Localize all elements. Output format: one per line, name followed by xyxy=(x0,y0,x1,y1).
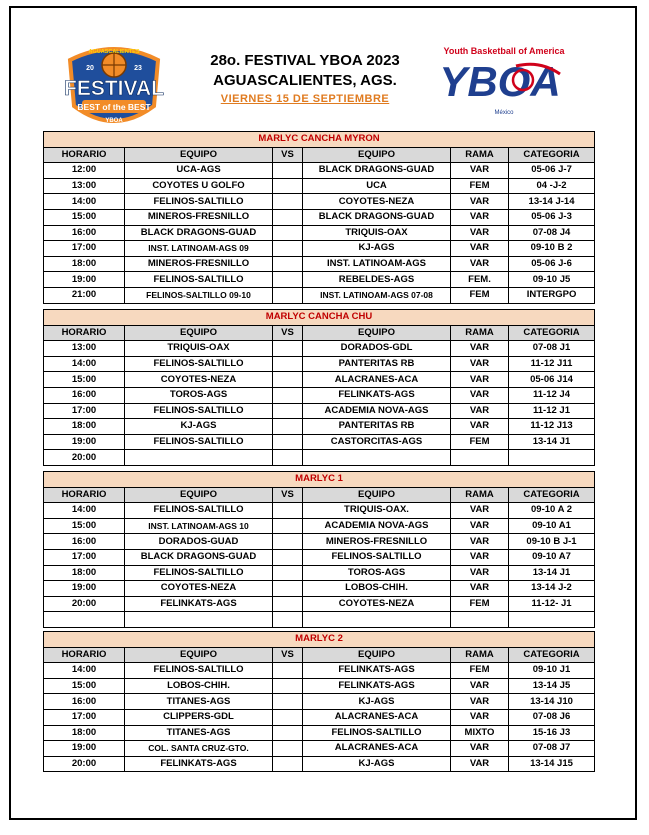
game-row xyxy=(44,272,595,288)
branch-cell: VAR xyxy=(451,678,509,694)
game-row xyxy=(44,612,595,628)
team-a-cell: FELINOS-SALTILLO xyxy=(125,272,273,288)
branch-cell: VAR xyxy=(451,256,509,272)
vs-cell xyxy=(273,450,303,466)
category-cell: 13-14 J-14 xyxy=(509,194,595,210)
team-b-cell: FELINKATS-AGS xyxy=(303,387,451,403)
category-cell: 13-14 J-2 xyxy=(509,581,595,597)
game-row xyxy=(44,356,595,372)
event-date: VIERNES 15 DE SEPTIEMBRE xyxy=(220,93,390,105)
game-row xyxy=(44,565,595,581)
team-a-cell: COL. SANTA CRUZ-GTO. xyxy=(125,741,273,757)
game-row xyxy=(44,434,595,450)
vs-cell xyxy=(273,534,303,550)
game-row xyxy=(44,678,595,694)
team-b-cell: LOBOS-CHIH. xyxy=(303,581,451,597)
team-a-cell: FELINOS-SALTILLO xyxy=(125,356,273,372)
column-header: EQUIPO xyxy=(303,647,451,663)
branch-cell: FEM. xyxy=(451,272,509,288)
team-b-cell: MINEROS-FRESNILLO xyxy=(303,534,451,550)
game-row xyxy=(44,178,595,194)
branch-cell: VAR xyxy=(451,372,509,388)
vs-cell xyxy=(273,518,303,534)
svg-text:20: 20 xyxy=(86,65,94,72)
category-cell: 11-12 J11 xyxy=(509,356,595,372)
team-b-cell xyxy=(303,450,451,466)
time-cell: 19:00 xyxy=(44,741,125,757)
category-cell: 07-08 J4 xyxy=(509,225,595,241)
team-a-cell: FELINOS-SALTILLO xyxy=(125,503,273,519)
branch-cell: VAR xyxy=(451,341,509,357)
vs-cell xyxy=(273,194,303,210)
team-a-cell: INST. LATINOAM-AGS 10 xyxy=(125,518,273,534)
time-cell: 15:00 xyxy=(44,518,125,534)
team-b-cell: CASTORCITAS-AGS xyxy=(303,434,451,450)
vs-cell xyxy=(273,756,303,772)
time-cell: 19:00 xyxy=(44,581,125,597)
game-row xyxy=(44,194,595,210)
time-cell: 20:00 xyxy=(44,596,125,612)
column-header: RAMA xyxy=(451,325,509,341)
section-title: MARLYC 1 xyxy=(44,472,595,488)
team-a-cell: MINEROS-FRESNILLO xyxy=(125,256,273,272)
branch-cell: VAR xyxy=(451,503,509,519)
branch-cell: VAR xyxy=(451,534,509,550)
vs-cell xyxy=(273,725,303,741)
svg-text:YBOA: YBOA xyxy=(439,58,561,105)
team-a-cell: TITANES-AGS xyxy=(125,725,273,741)
time-cell: 12:00 xyxy=(44,163,125,179)
vs-cell xyxy=(273,209,303,225)
team-a-cell: COYOTES-NEZA xyxy=(125,372,273,388)
event-location: AGUASCALIENTES, AGS. xyxy=(213,72,397,89)
vs-cell xyxy=(273,403,303,419)
team-b-cell: FELINOS-SALTILLO xyxy=(303,725,451,741)
team-b-cell: KJ-AGS xyxy=(303,756,451,772)
branch-cell: MIXTO xyxy=(451,725,509,741)
time-cell: 17:00 xyxy=(44,549,125,565)
time-cell: 14:00 xyxy=(44,194,125,210)
team-b-cell: UCA xyxy=(303,178,451,194)
vs-cell xyxy=(273,256,303,272)
team-b-cell: REBELDES-AGS xyxy=(303,272,451,288)
festival-logo xyxy=(60,40,168,132)
team-b-cell: TOROS-AGS xyxy=(303,565,451,581)
branch-cell: VAR xyxy=(451,709,509,725)
branch-cell: VAR xyxy=(451,419,509,435)
team-b-cell: DORADOS-GDL xyxy=(303,341,451,357)
column-header: EQUIPO xyxy=(125,325,273,341)
category-cell: 09-10 A 2 xyxy=(509,503,595,519)
column-header: VS xyxy=(273,325,303,341)
category-cell: 11-12 J13 xyxy=(509,419,595,435)
game-row xyxy=(44,534,595,550)
vs-cell xyxy=(273,678,303,694)
category-cell: 09-10 A7 xyxy=(509,549,595,565)
column-header: CATEGORIA xyxy=(509,325,595,341)
branch-cell: VAR xyxy=(451,403,509,419)
vs-cell xyxy=(273,709,303,725)
time-cell: 14:00 xyxy=(44,503,125,519)
team-b-cell: COYOTES-NEZA xyxy=(303,596,451,612)
time-cell: 18:00 xyxy=(44,256,125,272)
column-header: VS xyxy=(273,487,303,503)
game-row xyxy=(44,209,595,225)
category-cell: 13-14 J5 xyxy=(509,678,595,694)
section-title-row xyxy=(44,132,595,148)
game-row xyxy=(44,419,595,435)
column-header: EQUIPO xyxy=(125,487,273,503)
section-title-row xyxy=(44,632,595,648)
column-header: HORARIO xyxy=(44,487,125,503)
column-header: HORARIO xyxy=(44,325,125,341)
category-cell: 09-10 A1 xyxy=(509,518,595,534)
team-a-cell: LOBOS-CHIH. xyxy=(125,678,273,694)
time-cell: 18:00 xyxy=(44,725,125,741)
branch-cell xyxy=(451,450,509,466)
category-cell: 13-14 J15 xyxy=(509,756,595,772)
section-title: MARLYC CANCHA CHU xyxy=(44,310,595,326)
branch-cell: FEM xyxy=(451,596,509,612)
game-row xyxy=(44,403,595,419)
column-header: CATEGORIA xyxy=(509,147,595,163)
column-header: RAMA xyxy=(451,147,509,163)
time-cell: 20:00 xyxy=(44,450,125,466)
section-title-row xyxy=(44,310,595,326)
game-row xyxy=(44,549,595,565)
vs-cell xyxy=(273,387,303,403)
team-a-cell: FELINKATS-AGS xyxy=(125,596,273,612)
team-a-cell: TRIQUIS-OAX xyxy=(125,341,273,357)
category-cell: 05-06 J-7 xyxy=(509,163,595,179)
team-b-cell: COYOTES-NEZA xyxy=(303,194,451,210)
vs-cell xyxy=(273,341,303,357)
team-a-cell: TITANES-AGS xyxy=(125,694,273,710)
team-b-cell: INST. LATINOAM-AGS xyxy=(303,256,451,272)
branch-cell: VAR xyxy=(451,209,509,225)
category-cell: 13-14 J1 xyxy=(509,434,595,450)
team-b-cell: KJ-AGS xyxy=(303,241,451,257)
time-cell: 15:00 xyxy=(44,209,125,225)
game-row xyxy=(44,709,595,725)
time-cell: 17:00 xyxy=(44,403,125,419)
vs-cell xyxy=(273,612,303,628)
time-cell: 15:00 xyxy=(44,678,125,694)
team-b-cell: FELINKATS-AGS xyxy=(303,663,451,679)
svg-text:FESTIVAL: FESTIVAL xyxy=(64,77,164,100)
vs-cell xyxy=(273,694,303,710)
svg-text:AGUASCALIENTES: AGUASCALIENTES xyxy=(88,49,140,55)
team-a-cell: BLACK DRAGONS-GUAD xyxy=(125,549,273,565)
column-header: EQUIPO xyxy=(303,147,451,163)
schedule-table-chu xyxy=(43,309,595,466)
vs-cell xyxy=(273,372,303,388)
team-a-cell: CLIPPERS-GDL xyxy=(125,709,273,725)
team-b-cell: BLACK DRAGONS-GUAD xyxy=(303,209,451,225)
category-cell: 04 -J-2 xyxy=(509,178,595,194)
team-a-cell: FELINOS-SALTILLO xyxy=(125,403,273,419)
category-cell: 11-12 J1 xyxy=(509,403,595,419)
category-cell: 09-10 B 2 xyxy=(509,241,595,257)
vs-cell xyxy=(273,581,303,597)
category-cell: 11-12 J4 xyxy=(509,387,595,403)
time-cell: 19:00 xyxy=(44,434,125,450)
vs-cell xyxy=(273,503,303,519)
vs-cell xyxy=(273,549,303,565)
time-cell: 16:00 xyxy=(44,387,125,403)
vs-cell xyxy=(273,272,303,288)
category-cell: INTERGPO xyxy=(509,287,595,303)
team-b-cell xyxy=(303,612,451,628)
category-cell: 15-16 J3 xyxy=(509,725,595,741)
branch-cell: VAR xyxy=(451,518,509,534)
branch-cell xyxy=(451,612,509,628)
column-header-row xyxy=(44,325,595,341)
branch-cell: VAR xyxy=(451,741,509,757)
team-b-cell: TRIQUIS-OAX. xyxy=(303,503,451,519)
yboa-logo xyxy=(430,44,578,120)
svg-text:23: 23 xyxy=(134,65,142,72)
schedule-table-myron xyxy=(43,131,595,304)
category-cell: 05-06 J14 xyxy=(509,372,595,388)
branch-cell: FEM xyxy=(451,663,509,679)
team-a-cell: COYOTES-NEZA xyxy=(125,581,273,597)
game-row xyxy=(44,756,595,772)
time-cell: 18:00 xyxy=(44,419,125,435)
vs-cell xyxy=(273,287,303,303)
column-header: EQUIPO xyxy=(303,487,451,503)
team-a-cell: FELINOS-SALTILLO xyxy=(125,194,273,210)
vs-cell xyxy=(273,565,303,581)
team-b-cell: PANTERITAS RB xyxy=(303,419,451,435)
vs-cell xyxy=(273,419,303,435)
team-a-cell: TOROS-AGS xyxy=(125,387,273,403)
game-row xyxy=(44,163,595,179)
time-cell: 19:00 xyxy=(44,272,125,288)
column-header: CATEGORIA xyxy=(509,647,595,663)
game-row xyxy=(44,287,595,303)
column-header: VS xyxy=(273,647,303,663)
time-cell: 14:00 xyxy=(44,356,125,372)
team-a-cell: UCA-AGS xyxy=(125,163,273,179)
category-cell: 11-12- J1 xyxy=(509,596,595,612)
team-a-cell: FELINOS-SALTILLO xyxy=(125,565,273,581)
game-row xyxy=(44,663,595,679)
schedule-table-marlyc1 xyxy=(43,471,595,628)
team-b-cell: BLACK DRAGONS-GUAD xyxy=(303,163,451,179)
column-header: VS xyxy=(273,147,303,163)
game-row xyxy=(44,581,595,597)
time-cell: 16:00 xyxy=(44,534,125,550)
game-row xyxy=(44,694,595,710)
time-cell: 17:00 xyxy=(44,241,125,257)
column-header: EQUIPO xyxy=(125,147,273,163)
time-cell: 15:00 xyxy=(44,372,125,388)
column-header: RAMA xyxy=(451,487,509,503)
column-header: EQUIPO xyxy=(303,325,451,341)
vs-cell xyxy=(273,434,303,450)
team-b-cell: ALACRANES-ACA xyxy=(303,741,451,757)
category-cell: 05-06 J-3 xyxy=(509,209,595,225)
team-b-cell: ACADEMIA NOVA-AGS xyxy=(303,403,451,419)
vs-cell xyxy=(273,663,303,679)
time-cell: 17:00 xyxy=(44,709,125,725)
team-a-cell: DORADOS-GUAD xyxy=(125,534,273,550)
branch-cell: VAR xyxy=(451,194,509,210)
svg-text:Youth Basketball of America: Youth Basketball of America xyxy=(443,46,565,56)
game-row xyxy=(44,387,595,403)
vs-cell xyxy=(273,741,303,757)
branch-cell: VAR xyxy=(451,565,509,581)
game-row xyxy=(44,341,595,357)
category-cell: 07-08 J6 xyxy=(509,709,595,725)
team-b-cell: ALACRANES-ACA xyxy=(303,709,451,725)
category-cell xyxy=(509,612,595,628)
team-b-cell: FELINKATS-AGS xyxy=(303,678,451,694)
team-b-cell: KJ-AGS xyxy=(303,694,451,710)
branch-cell: FEM xyxy=(451,434,509,450)
column-header-row xyxy=(44,647,595,663)
team-b-cell: ALACRANES-ACA xyxy=(303,372,451,388)
category-cell: 13-14 J10 xyxy=(509,694,595,710)
time-cell: 13:00 xyxy=(44,178,125,194)
schedule-table-marlyc2 xyxy=(43,631,595,772)
category-cell: 09-10 J1 xyxy=(509,663,595,679)
column-header: HORARIO xyxy=(44,147,125,163)
time-cell: 13:00 xyxy=(44,341,125,357)
team-a-cell xyxy=(125,612,273,628)
column-header-row xyxy=(44,487,595,503)
vs-cell xyxy=(273,225,303,241)
section-title: MARLYC 2 xyxy=(44,632,595,648)
game-row xyxy=(44,518,595,534)
category-cell: 07-08 J7 xyxy=(509,741,595,757)
game-row xyxy=(44,596,595,612)
category-cell: 07-08 J1 xyxy=(509,341,595,357)
category-cell: 09-10 J5 xyxy=(509,272,595,288)
time-cell: 16:00 xyxy=(44,694,125,710)
category-cell: 05-06 J-6 xyxy=(509,256,595,272)
team-b-cell: INST. LATINOAM-AGS 07-08 xyxy=(303,287,451,303)
vs-cell xyxy=(273,178,303,194)
branch-cell: VAR xyxy=(451,549,509,565)
branch-cell: VAR xyxy=(451,387,509,403)
time-cell: 20:00 xyxy=(44,756,125,772)
time-cell: 14:00 xyxy=(44,663,125,679)
team-a-cell: FELINOS-SALTILLO xyxy=(125,434,273,450)
game-row xyxy=(44,256,595,272)
section-title: MARLYC CANCHA MYRON xyxy=(44,132,595,148)
branch-cell: VAR xyxy=(451,163,509,179)
svg-text:BEST of the BEST: BEST of the BEST xyxy=(77,102,151,112)
game-row xyxy=(44,450,595,466)
game-row xyxy=(44,241,595,257)
branch-cell: VAR xyxy=(451,694,509,710)
team-a-cell: FELINKATS-AGS xyxy=(125,756,273,772)
branch-cell: VAR xyxy=(451,356,509,372)
team-a-cell: INST. LATINOAM-AGS 09 xyxy=(125,241,273,257)
vs-cell xyxy=(273,241,303,257)
team-b-cell: ACADEMIA NOVA-AGS xyxy=(303,518,451,534)
team-b-cell: PANTERITAS RB xyxy=(303,356,451,372)
category-cell: 13-14 J1 xyxy=(509,565,595,581)
category-cell: 09-10 B J-1 xyxy=(509,534,595,550)
vs-cell xyxy=(273,163,303,179)
time-cell: 16:00 xyxy=(44,225,125,241)
game-row xyxy=(44,741,595,757)
branch-cell: VAR xyxy=(451,241,509,257)
vs-cell xyxy=(273,356,303,372)
team-a-cell: MINEROS-FRESNILLO xyxy=(125,209,273,225)
team-b-cell: TRIQUIS-OAX xyxy=(303,225,451,241)
event-title: 28o. FESTIVAL YBOA 2023 xyxy=(210,52,400,69)
game-row xyxy=(44,725,595,741)
branch-cell: FEM xyxy=(451,178,509,194)
branch-cell: VAR xyxy=(451,581,509,597)
branch-cell: FEM xyxy=(451,287,509,303)
category-cell xyxy=(509,450,595,466)
team-a-cell: KJ-AGS xyxy=(125,419,273,435)
team-b-cell: FELINOS-SALTILLO xyxy=(303,549,451,565)
team-a-cell: COYOTES U GOLFO xyxy=(125,178,273,194)
svg-text:YBOA: YBOA xyxy=(105,118,123,124)
section-title-row xyxy=(44,472,595,488)
game-row xyxy=(44,225,595,241)
vs-cell xyxy=(273,596,303,612)
column-header: EQUIPO xyxy=(125,647,273,663)
column-header: HORARIO xyxy=(44,647,125,663)
svg-text:México: México xyxy=(494,110,514,116)
team-a-cell: FELINOS-SALTILLO xyxy=(125,663,273,679)
column-header: RAMA xyxy=(451,647,509,663)
time-cell: 18:00 xyxy=(44,565,125,581)
time-cell: 21:00 xyxy=(44,287,125,303)
column-header-row xyxy=(44,147,595,163)
branch-cell: VAR xyxy=(451,225,509,241)
team-a-cell: FELINOS-SALTILLO 09-10 xyxy=(125,287,273,303)
game-row xyxy=(44,372,595,388)
team-a-cell: BLACK DRAGONS-GUAD xyxy=(125,225,273,241)
game-row xyxy=(44,503,595,519)
time-cell xyxy=(44,612,125,628)
column-header: CATEGORIA xyxy=(509,487,595,503)
branch-cell: VAR xyxy=(451,756,509,772)
team-a-cell xyxy=(125,450,273,466)
